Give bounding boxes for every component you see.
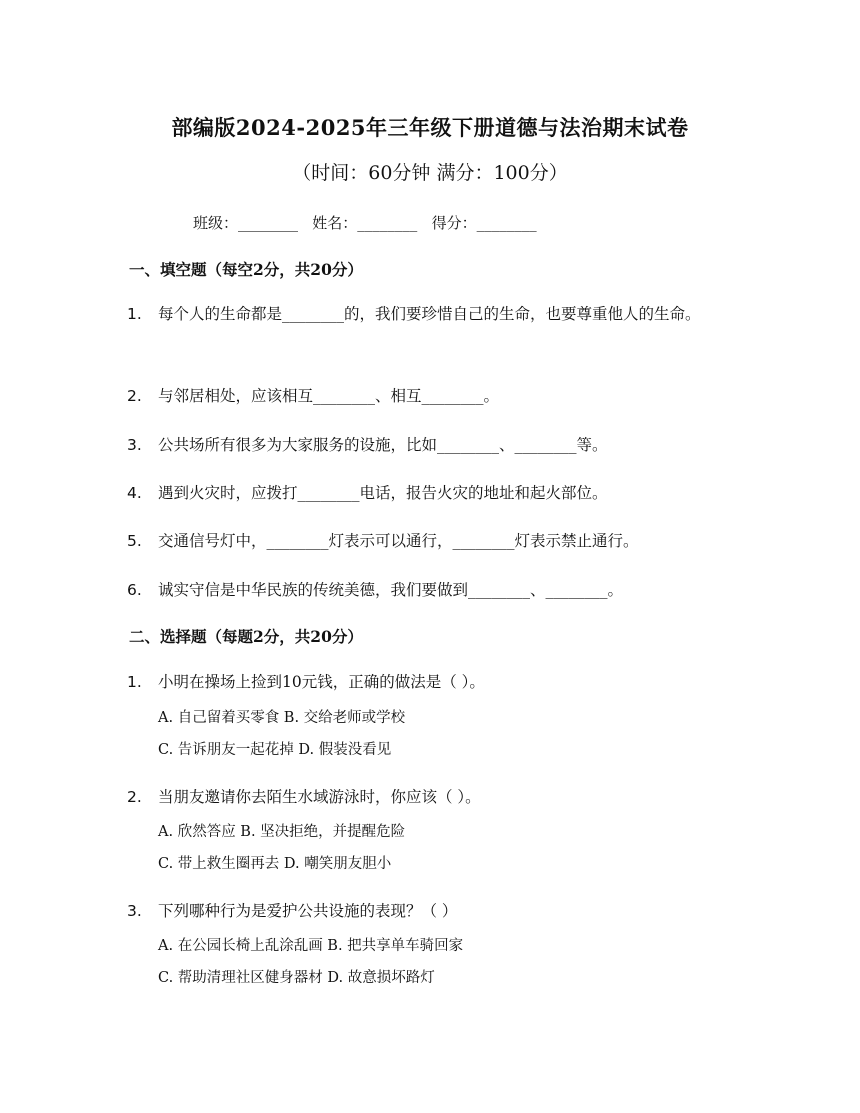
question-number: 2.	[127, 788, 142, 806]
question-text: 当朋友邀请你去陌生水域游泳时，你应该（ ）。	[158, 788, 481, 806]
question-number: 2.	[127, 387, 142, 405]
question-text: 遇到火灾时，应拨打________电话，报告火灾的地址和起火部位。	[158, 484, 608, 502]
question-text: 小明在操场上捡到10元钱，正确的做法是（ ）。	[158, 673, 485, 691]
exam-subtitle: （时间：60分钟 满分：100分）	[292, 162, 568, 184]
question-number: 1.	[127, 673, 142, 691]
options-row: A. 自己留着买零食 B. 交给老师或学校	[158, 710, 406, 726]
question-number: 5.	[127, 532, 142, 550]
question-text: 每个人的生命都是________的，我们要珍惜自己的生命，也要尊重他人的生命。	[158, 305, 701, 323]
question-number: 4.	[127, 484, 142, 502]
options-row: C. 帮助清理社区健身器材 D. 故意损坏路灯	[158, 970, 435, 986]
question-text: 与邻居相处，应该相互________、相互________。	[158, 387, 500, 405]
student-info-line: 班级：________ 姓名：________ 得分：________	[193, 214, 537, 232]
fill-question	[127, 298, 727, 330]
fill-question	[127, 429, 727, 461]
question-text: 诚实守信是中华民族的传统美德，我们要做到________、________。	[158, 581, 624, 599]
section-heading-multiple-choice: 二、选择题（每题2分，共20分）	[129, 627, 363, 646]
choice-question	[127, 895, 727, 927]
question-number: 3.	[127, 902, 142, 920]
options-row: A. 欣然答应 B. 坚决拒绝，并提醒危险	[158, 824, 406, 840]
question-text: 交通信号灯中，________灯表示可以通行，________灯表示禁止通行。	[158, 532, 639, 550]
question-number: 6.	[127, 581, 142, 599]
fill-question	[127, 380, 727, 412]
fill-question	[127, 477, 727, 509]
fill-question	[127, 525, 727, 557]
fill-question	[127, 574, 727, 606]
page-title: 部编版2024-2025年三年级下册道德与法治期末试卷	[171, 115, 689, 140]
options-row: C. 带上救生圈再去 D. 嘲笑朋友胆小	[158, 856, 392, 872]
question-text: 下列哪种行为是爱护公共设施的表现？（ ）	[158, 902, 458, 920]
options-row: C. 告诉朋友一起花掉 D. 假装没看见	[158, 742, 392, 758]
options-row: A. 在公园长椅上乱涂乱画 B. 把共享单车骑回家	[158, 938, 464, 954]
choice-question	[127, 781, 727, 813]
choice-question	[127, 666, 727, 698]
question-number: 1.	[127, 305, 142, 323]
question-number: 3.	[127, 436, 142, 454]
section-heading-fill-blank: 一、填空题（每空2分，共20分）	[129, 260, 363, 279]
question-text: 公共场所有很多为大家服务的设施，比如________、________等。	[158, 436, 608, 454]
